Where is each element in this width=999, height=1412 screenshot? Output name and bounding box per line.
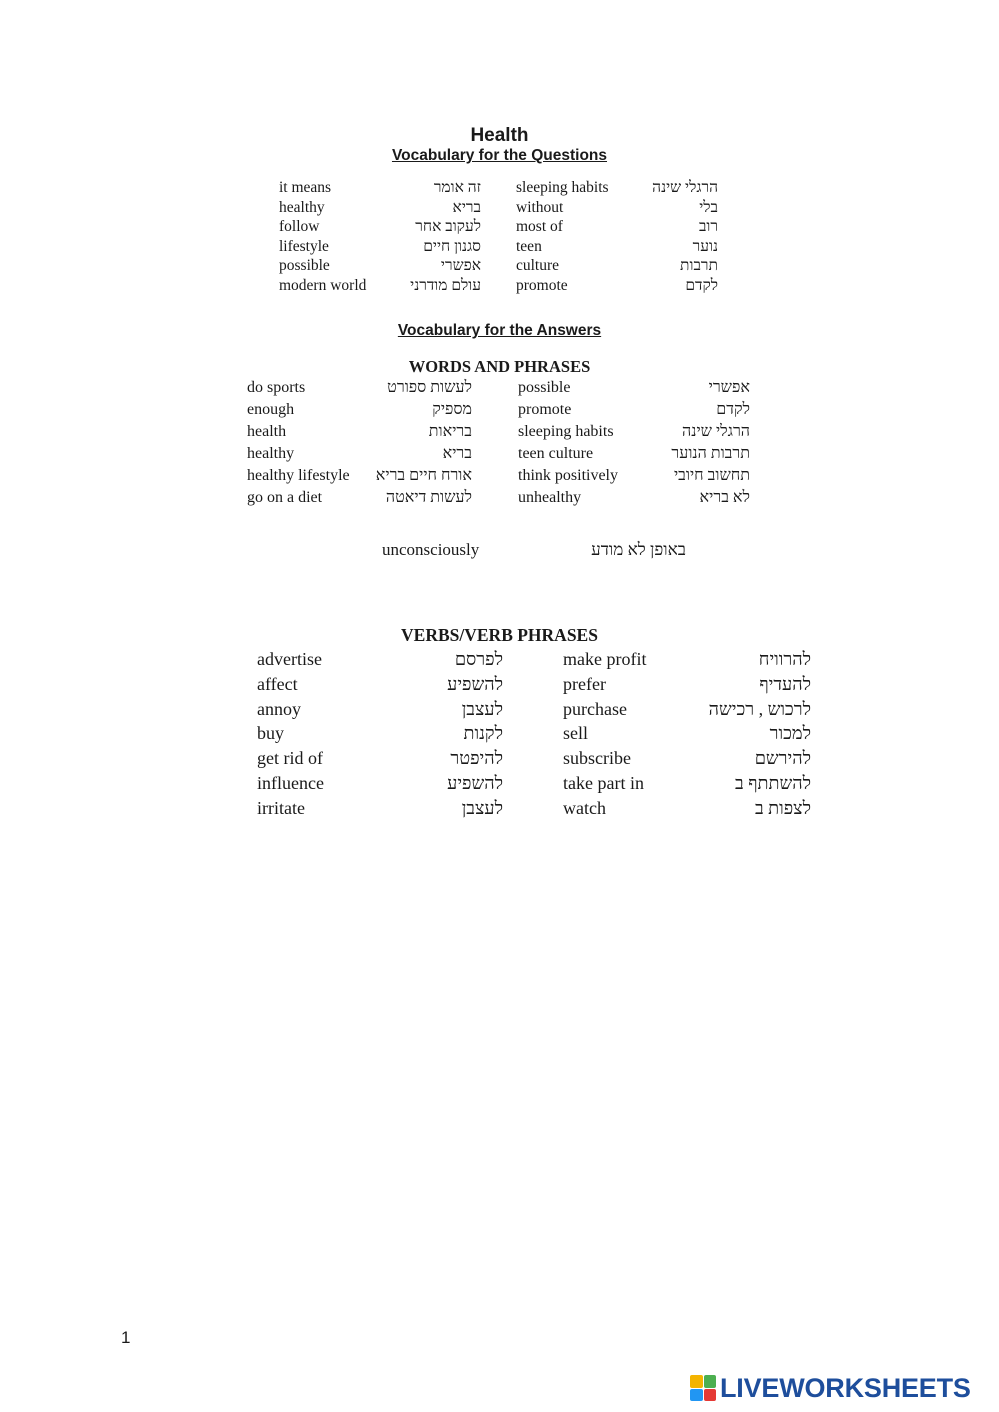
english-term: sleeping habits <box>518 423 614 440</box>
hebrew-translation: אפשרי <box>440 257 481 274</box>
answers-heading: Vocabulary for the Answers <box>397 322 602 339</box>
table-row <box>0 489 999 509</box>
english-term: modern world <box>279 276 367 294</box>
english-term: do sports <box>247 379 306 396</box>
hebrew-translation: לפרסם <box>454 649 503 669</box>
page-number: 1 <box>121 1328 131 1347</box>
english-term: possible <box>518 379 571 396</box>
hebrew-translation: לקדם <box>685 276 718 294</box>
english-term: prefer <box>563 673 606 694</box>
table-row <box>0 238 999 258</box>
hebrew-translation: להשפיע <box>447 773 503 793</box>
extra-word-hebrew: באופן לא מודע <box>591 540 686 559</box>
english-term: culture <box>516 257 560 274</box>
extra-word-english: unconsciously <box>382 540 480 559</box>
table-row <box>0 199 999 219</box>
english-term: teen culture <box>518 445 594 462</box>
hebrew-translation: לקדם <box>716 401 750 418</box>
english-term: subscribe <box>563 748 631 769</box>
table-row <box>0 773 999 793</box>
table-row <box>0 674 999 694</box>
hebrew-translation: לעצבן <box>461 698 503 719</box>
table-row <box>0 798 999 818</box>
hebrew-translation: להעדיף <box>759 673 811 694</box>
hebrew-translation: תרבות <box>680 257 718 274</box>
hebrew-translation: נוער <box>692 237 718 255</box>
english-term: take part in <box>563 773 644 793</box>
table-row <box>0 257 999 277</box>
questions-heading: Vocabulary for the Questions <box>391 147 608 164</box>
hebrew-translation: בריא <box>442 445 472 462</box>
hebrew-translation: להשפיע <box>447 673 503 694</box>
english-term: most of <box>516 218 563 235</box>
english-term: advertise <box>257 649 322 669</box>
hebrew-translation: להרוויח <box>758 649 811 669</box>
english-term: healthy lifestyle <box>247 467 350 484</box>
hebrew-translation: רוב <box>698 218 718 235</box>
liveworksheets-logo <box>690 1371 971 1405</box>
english-term: lifestyle <box>279 237 329 255</box>
page-title: Health <box>470 125 529 146</box>
hebrew-translation: בלי <box>699 198 718 216</box>
hebrew-translation: הרגלי שינה <box>682 423 750 440</box>
hebrew-translation: אורח חיים בריא <box>375 467 472 484</box>
english-term: promote <box>516 276 568 294</box>
english-term: watch <box>563 797 606 818</box>
english-term: follow <box>279 218 320 235</box>
english-term: health <box>247 423 287 440</box>
table-row <box>0 699 999 719</box>
english-term: make profit <box>563 649 647 669</box>
english-term: get rid of <box>257 748 323 769</box>
english-term: purchase <box>563 698 627 719</box>
hebrew-translation: לא בריא <box>699 489 750 506</box>
hebrew-translation: להיפטר <box>450 748 503 769</box>
english-term: affect <box>257 673 298 694</box>
english-term: unhealthy <box>518 489 582 506</box>
english-term: enough <box>247 401 295 418</box>
english-term: buy <box>257 723 284 744</box>
english-term: promote <box>518 401 572 418</box>
table-row <box>0 179 999 199</box>
table-row <box>0 401 999 421</box>
hebrew-translation: לעצבן <box>461 797 503 818</box>
hebrew-translation: לצפות ב <box>754 797 811 818</box>
english-term: sleeping habits <box>516 179 609 196</box>
logo-text: LIVEWORKSHEETS <box>720 1372 971 1403</box>
hebrew-translation: זה אומר <box>433 179 481 196</box>
hebrew-translation: לעשות ספורט <box>387 379 472 396</box>
table-row <box>0 649 999 669</box>
hebrew-translation: לקנות <box>463 723 503 744</box>
table-row <box>0 379 999 399</box>
hebrew-translation: לעשות דיאטה <box>385 489 472 506</box>
table-row <box>0 218 999 238</box>
english-term: healthy <box>247 445 295 462</box>
english-term: possible <box>279 257 330 274</box>
english-term: influence <box>257 773 324 793</box>
hebrew-translation: תחשוב חיובי <box>673 467 750 484</box>
english-term: teen <box>516 237 542 255</box>
table-row <box>0 423 999 443</box>
table-row <box>0 445 999 465</box>
verbs-heading: VERBS/VERB PHRASES <box>401 625 598 645</box>
english-term: go on a diet <box>247 489 323 506</box>
words-phrases-heading: WORDS AND PHRASES <box>408 357 591 376</box>
hebrew-translation: תרבות הנוער <box>671 445 750 462</box>
hebrew-translation: מספיק <box>432 401 472 418</box>
hebrew-translation: סגנון חיים <box>423 237 481 255</box>
english-term: annoy <box>257 698 301 719</box>
hebrew-translation: להשתתף ב <box>735 773 811 793</box>
liveworksheets-logo-icon <box>690 1375 716 1401</box>
hebrew-translation: לעקוב אחר <box>415 218 481 235</box>
hebrew-translation: למכור <box>769 723 811 744</box>
hebrew-translation: הרגלי שינה <box>652 179 718 196</box>
hebrew-translation: עולם מודרני <box>410 276 481 294</box>
english-term: sell <box>563 723 588 744</box>
english-term: healthy <box>279 198 325 216</box>
hebrew-translation: אפשרי <box>708 379 750 396</box>
table-row <box>0 748 999 768</box>
english-term: irritate <box>257 797 305 818</box>
hebrew-translation: להירשם <box>754 748 811 769</box>
table-row <box>0 277 999 297</box>
english-term: think positively <box>518 467 618 484</box>
hebrew-translation: בריא <box>452 198 481 216</box>
hebrew-translation: לרכוש , רכישה <box>708 698 811 719</box>
table-row <box>0 723 999 743</box>
table-row <box>0 467 999 487</box>
english-term: without <box>516 198 564 216</box>
hebrew-translation: בריאות <box>428 423 472 440</box>
english-term: it means <box>279 179 332 196</box>
